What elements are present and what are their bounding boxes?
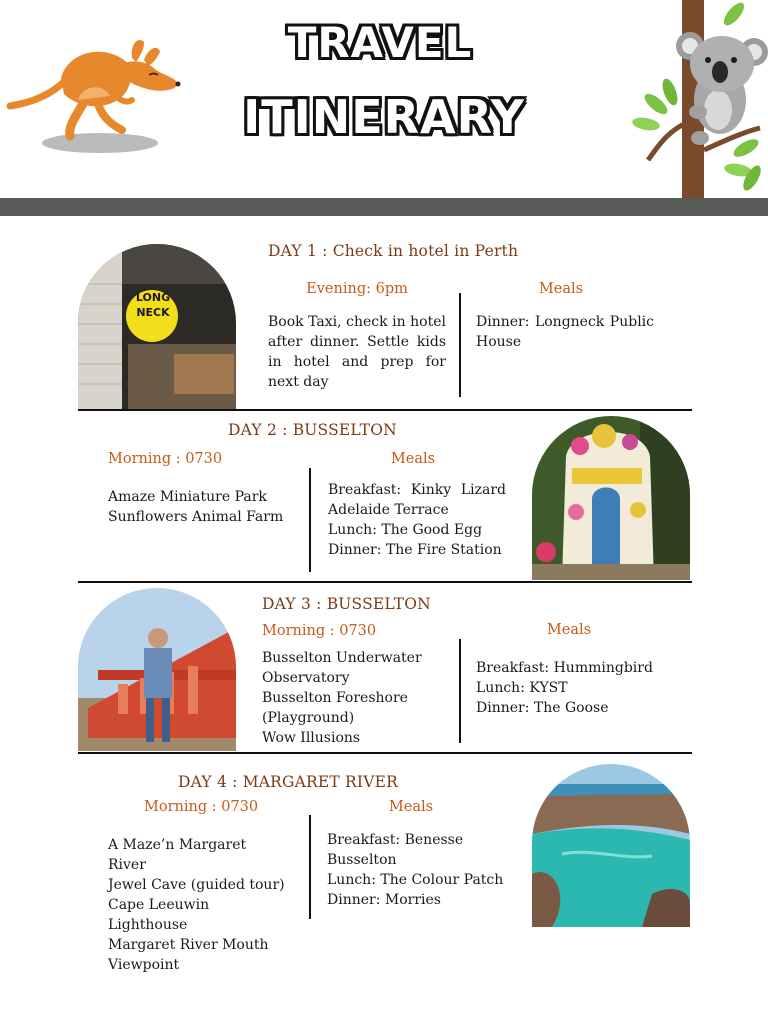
- day1-meal-1: Dinner: Longneck Public House: [476, 314, 654, 350]
- day1-photo: [78, 244, 236, 409]
- title-line-1: TRAVEL: [287, 18, 473, 67]
- day4-time-label: Morning : 0730: [144, 799, 259, 815]
- day3-time-label: Morning : 0730: [262, 623, 377, 639]
- day2-photo: [532, 416, 690, 580]
- day3-meal-2: Lunch: KYST: [476, 680, 568, 696]
- day2-activity-1: Amaze Miniature Park: [108, 489, 267, 505]
- day4-meal-1: Breakfast: Benesse Busselton: [327, 832, 464, 868]
- day3-bottom-rule: [78, 752, 692, 754]
- day3-photo: [78, 588, 236, 751]
- day2-meal-2: Lunch: The Good Egg: [328, 522, 483, 538]
- day3-activity-3: Wow Illusions: [262, 730, 361, 746]
- day4-photo: [532, 764, 690, 927]
- day4-title: DAY 4 : MARGARET RIVER: [178, 773, 399, 791]
- day3-meals-label: Meals: [546, 622, 592, 638]
- day2-meal-1: Breakfast: Kinky Lizard Adelaide Terrace: [328, 482, 506, 518]
- day1-meals-label: Meals: [538, 281, 584, 297]
- day1-title: DAY 1 : Check in hotel in Perth: [268, 242, 519, 260]
- header: [0, 0, 768, 198]
- day2-time-label: Morning : 0730: [108, 451, 223, 467]
- title-line-2: ITINERARY: [243, 90, 525, 144]
- day4-activity-3: Cape Leeuwin Lighthouse: [108, 897, 210, 933]
- day2-divider: [309, 468, 311, 572]
- header-band: [0, 198, 768, 216]
- day3-divider: [459, 639, 461, 743]
- day4-meal-2: Lunch: The Colour Patch: [327, 872, 504, 888]
- day4-activity-2: Jewel Cave (guided tour): [108, 877, 285, 893]
- day3-activity-2: Busselton Foreshore (Playground): [262, 690, 408, 726]
- day1-sign-text: LONG NECK: [135, 291, 171, 319]
- day3-meal-3: Dinner: The Goose: [476, 700, 609, 716]
- day2-title: DAY 2 : BUSSELTON: [228, 421, 397, 439]
- day4-divider: [309, 815, 311, 919]
- day2-meal-3: Dinner: The Fire Station: [328, 542, 502, 558]
- day3-meal-1: Breakfast: Hummingbird: [476, 660, 653, 676]
- day3-title: DAY 3 : BUSSELTON: [262, 595, 431, 613]
- day3-activity-1: Busselton Underwater Observatory: [262, 650, 422, 686]
- day2-meals-label: Meals: [390, 451, 436, 467]
- day2-activity-2: Sunflowers Animal Farm: [108, 509, 284, 525]
- day4-activity-1: A Maze’n Margaret River: [108, 837, 247, 873]
- day1-bottom-rule: [78, 409, 692, 411]
- day2-bottom-rule: [78, 581, 692, 583]
- day4-meal-3: Dinner: Morries: [327, 892, 441, 908]
- day4-activity-4: Margaret River Mouth Viewpoint: [108, 937, 269, 973]
- day1-time-label: Evening: 6pm: [306, 281, 408, 297]
- day1-divider: [459, 293, 461, 397]
- day4-meals-label: Meals: [388, 799, 434, 815]
- koala-icon: [626, 0, 768, 198]
- day1-activities: Book Taxi, check in hotel after dinner. Settle kids in hotel and prep for next day: [268, 314, 446, 390]
